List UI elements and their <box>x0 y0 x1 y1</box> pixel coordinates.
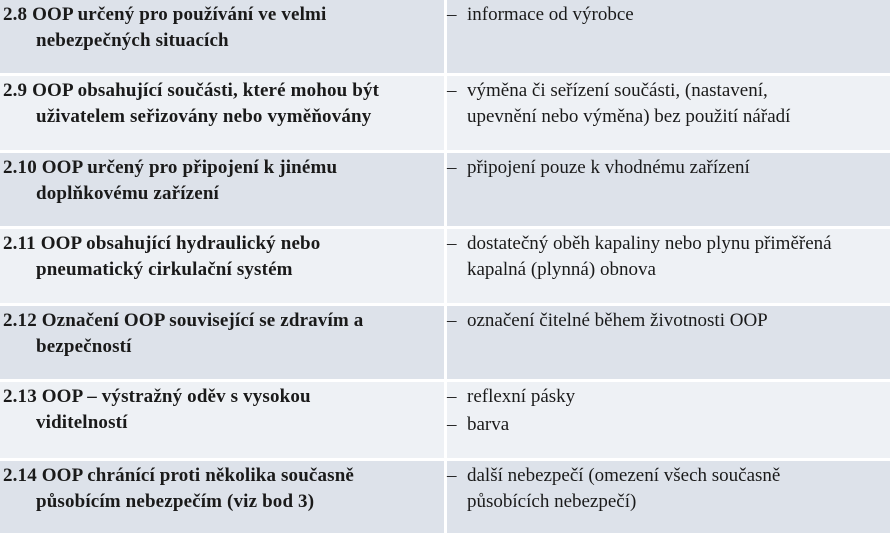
table-row <box>0 229 890 303</box>
heading-line: 2.14 OOP chránící proti několika současně <box>3 465 354 486</box>
row-heading-cell <box>0 461 444 533</box>
heading-line: 2.11 OOP obsahující hydraulický nebo <box>3 233 321 254</box>
row-heading <box>3 155 440 207</box>
heading-line: 2.8 OOP určený pro používání ve velmi <box>3 4 327 25</box>
table-row <box>0 0 890 73</box>
table-row <box>0 306 890 379</box>
row-heading <box>3 2 440 54</box>
item-line: další nebezpečí (omezení všech současně <box>467 465 781 486</box>
row-heading-cell <box>0 153 444 226</box>
heading-line: 2.9 OOP obsahující součásti, které mohou být <box>3 80 380 101</box>
table-row <box>0 461 890 533</box>
row-detail-cell <box>447 76 890 150</box>
dash-bullet: – <box>447 414 457 435</box>
list-item <box>447 463 886 515</box>
row-heading <box>3 78 440 130</box>
item-line: připojení pouze k vhodnému zařízení <box>467 157 750 178</box>
list-item <box>447 384 886 410</box>
row-detail-cell <box>447 461 890 533</box>
heading-line: viditelností <box>36 412 128 433</box>
row-heading <box>3 384 440 436</box>
row-heading-cell <box>0 382 444 458</box>
item-line: označení čitelné během životnosti OOP <box>467 310 768 331</box>
list-item <box>447 308 886 334</box>
row-detail-cell <box>447 382 890 458</box>
dash-bullet: – <box>447 4 457 25</box>
item-line: informace od výrobce <box>467 4 634 25</box>
item-line: výměna či seřízení součásti, (nastavení, <box>467 80 768 101</box>
item-line: upevnění nebo výměna) bez použití nářadí <box>467 106 791 127</box>
item-line: působících nebezpečí) <box>467 491 637 512</box>
heading-line: pneumatický cirkulační systém <box>36 259 293 280</box>
heading-line: 2.10 OOP určený pro připojení k jinému <box>3 157 338 178</box>
row-heading-cell <box>0 306 444 379</box>
heading-line: působícím nebezpečím (viz bod 3) <box>36 491 315 512</box>
row-heading-cell <box>0 0 444 73</box>
dash-bullet: – <box>447 310 457 331</box>
table-row <box>0 76 890 150</box>
list-item <box>447 231 886 283</box>
row-detail-cell <box>447 229 890 303</box>
row-detail-cell <box>447 306 890 379</box>
row-heading-cell <box>0 76 444 150</box>
row-heading-cell <box>0 229 444 303</box>
dash-bullet: – <box>447 80 457 101</box>
heading-line: bezpečností <box>36 336 132 357</box>
item-line: reflexní pásky <box>467 386 576 407</box>
row-heading <box>3 231 440 283</box>
heading-line: nebezpečných situacích <box>36 30 229 51</box>
dash-bullet: – <box>447 233 457 254</box>
dash-bullet: – <box>447 465 457 486</box>
row-heading <box>3 463 440 515</box>
item-line: dostatečný oběh kapaliny nebo plynu přiměřená <box>467 233 832 254</box>
list-item <box>447 155 886 181</box>
item-line: kapalná (plynná) obnova <box>467 259 656 280</box>
dash-bullet: – <box>447 157 457 178</box>
heading-line: 2.12 Označení OOP související se zdravím a <box>3 310 364 331</box>
table-row <box>0 382 890 458</box>
heading-line: doplňkovému zařízení <box>36 183 219 204</box>
row-heading <box>3 308 440 360</box>
heading-line: uživatelem seřizovány nebo vyměňovány <box>36 106 372 127</box>
item-line: barva <box>467 414 510 435</box>
row-detail-cell <box>447 153 890 226</box>
dash-bullet: – <box>447 386 457 407</box>
row-detail-cell <box>447 0 890 73</box>
heading-line: 2.13 OOP – výstražný oděv s vysokou <box>3 386 311 407</box>
list-item <box>447 2 886 28</box>
list-item <box>447 412 886 438</box>
table-row <box>0 153 890 226</box>
list-item <box>447 78 886 130</box>
